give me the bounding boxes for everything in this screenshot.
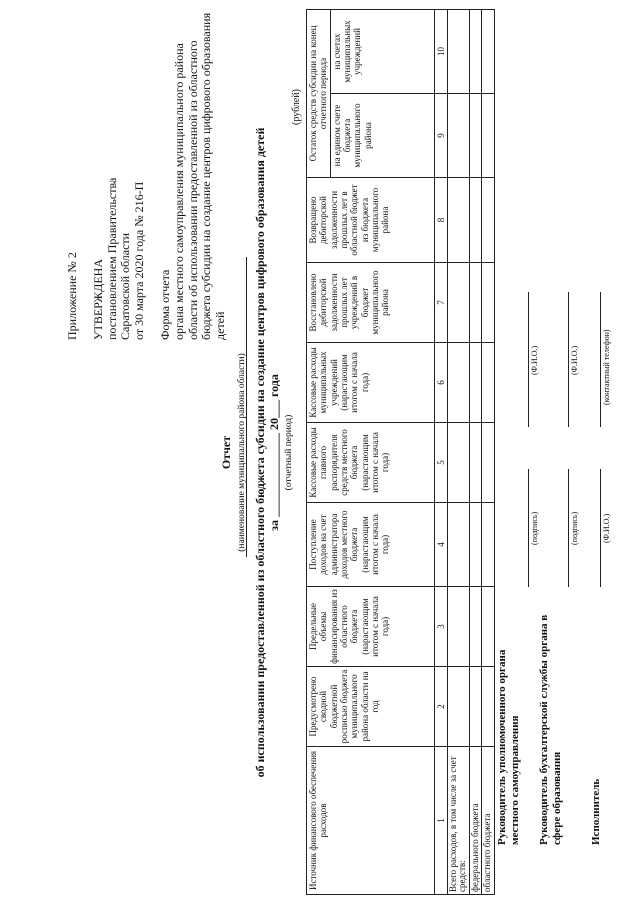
header-cell: Поступление доходов на счет администратора доходов местного бюджета (нарастающим итогом с начала года) — [307, 503, 435, 587]
signature-caption: (подпись) — [530, 511, 539, 545]
column-number: 8 — [434, 178, 447, 263]
phone-line — [600, 292, 601, 427]
header-cell: Кассовые расходы главного распорядителя средств местного бюджета (нарастающим итогом с начала года) — [307, 423, 435, 503]
table-row — [448, 9, 470, 894]
table-row — [469, 9, 481, 894]
name-line — [568, 292, 569, 427]
row-label: федерального бюджета — [469, 747, 481, 895]
report-table — [306, 9, 495, 895]
row-label: Всего расходов, в том числе за счет средств: — [448, 747, 470, 895]
header-cell: Предельные объемы финансирования из областного бюджета (нарастающим итогом с начала года) — [307, 587, 435, 667]
header-cell: Возвращено дебиторской задолженности прошлых лет в областной бюджет из бюджета муниципального района — [307, 178, 435, 263]
approval-line: Саратовской области — [118, 232, 133, 340]
column-number: 9 — [434, 94, 447, 178]
name-caption: (Ф.И.О.) — [530, 345, 539, 375]
header-group-cell: Остаток средств субсидии на конец отчетного периода — [307, 9, 331, 177]
column-number: 1 — [434, 747, 447, 895]
currency-label: (рублей) — [291, 88, 302, 125]
signature-line — [528, 469, 529, 587]
phone-caption: (контактный телефон) — [602, 329, 611, 405]
column-number: 5 — [434, 423, 447, 503]
signature-line — [568, 469, 569, 587]
name-caption: (Ф.И.О.) — [602, 513, 611, 543]
approval-line: постановлением Правительства — [104, 177, 119, 340]
form-title: Форма отчета — [157, 269, 172, 340]
period-caption: (отчетный период) — [284, 414, 294, 491]
approved-label: УТВЕРЖДЕНА — [90, 258, 105, 340]
header-cell: на едином счете бюджета муниципального района — [330, 94, 434, 178]
report-period: за ______________ 20___ года — [267, 374, 281, 531]
signature-caption: (подпись) — [570, 511, 579, 545]
header-cell: Кассовые расходы муниципальных учреждений (нарастающим итогом с начала года) — [307, 343, 435, 423]
signature-accountant-label: Руководитель бухгалтерской службы органа в сфере образования — [538, 614, 563, 845]
header-cell: Восстановлено дебиторской задолженности прошлых лет учреждений в бюджет муниципального района — [307, 263, 435, 343]
municipality-caption: (наименование муниципального района области) — [237, 353, 247, 552]
name-caption: (Ф.И.О.) — [570, 345, 579, 375]
signature-executor-label: Исполнитель — [590, 778, 602, 845]
header-cell: Предусмотрено сводной бюджетной росписью бюджета муниципального района области на год — [307, 667, 435, 747]
header-cell: Источник финансового обеспечения расходов — [307, 747, 435, 895]
name-line — [528, 292, 529, 427]
appendix-number: Приложение № 2 — [65, 252, 79, 340]
form-description: органа местного самоуправления муниципального района области об использовании предоставленной из областного бюджета субсидии на создание центров цифрового образования детей — [171, 12, 228, 340]
appendix-block — [66, 10, 228, 340]
header-cell: на счетах муниципальных учреждений — [330, 9, 434, 93]
column-number: 3 — [434, 587, 447, 667]
table-row — [482, 9, 494, 894]
report-subtitle: об использовании предоставленной из областного бюджета субсидии на создание центров цифрового образования детей — [253, 127, 267, 778]
row-label: областного бюджета — [482, 747, 494, 895]
column-number: 7 — [434, 263, 447, 343]
column-number: 10 — [434, 9, 447, 93]
signature-head-label-1: Руководитель уполномоченного органа местного самоуправления — [496, 649, 521, 845]
column-number: 2 — [434, 667, 447, 747]
report-title: Отчет — [219, 435, 233, 470]
approval-line: от 30 марта 2020 года № 216-П — [132, 181, 147, 340]
name-line — [600, 469, 601, 587]
column-number: 6 — [434, 343, 447, 423]
column-number: 4 — [434, 503, 447, 587]
